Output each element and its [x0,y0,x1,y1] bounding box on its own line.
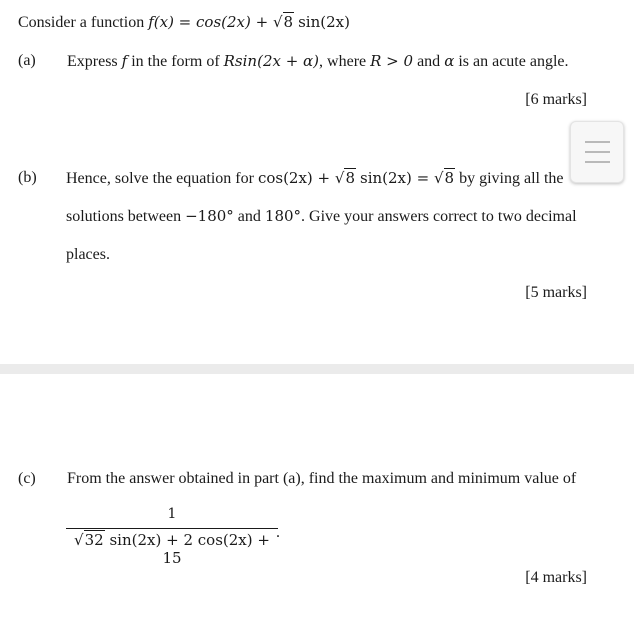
fraction-expression [66,506,278,567]
part-c-question: From the answer obtained in part (a), find the maximum and minimum value of [67,470,577,487]
section-divider [0,364,634,374]
part-a-condition: R > 0 [370,52,414,70]
part-a-text: Express [67,53,118,70]
part-b-text: by giving all the [459,170,564,187]
part-b-line-3: places. [66,246,110,263]
sqrt-8: √8 [433,169,455,187]
part-a-text: in the form of [131,53,220,70]
fraction-numerator: 1 [167,506,177,522]
part-a-text: is an acute angle. [458,53,569,70]
part-b-label: (b) [18,169,37,186]
part-a-question [67,52,569,71]
part-a-f: f [121,52,128,70]
fraction-trailing-period: . [276,524,280,541]
part-b-text: Hence, solve the equation for [66,170,254,187]
intro-line [18,13,350,32]
sqrt-8: √8 [334,169,355,187]
part-b-text: and [237,208,261,225]
range-low: −180° [185,207,234,225]
fraction-denominator: √32 sin(2x) + 2 cos(2x) + 15 [74,531,270,567]
part-b-equation-mid: sin(2x) = [360,169,434,187]
part-b-text: . Give your answers correct to two decimal [301,208,577,225]
part-a-label: (a) [18,52,36,69]
range-high: 180° [264,207,302,225]
hamburger-menu-icon [585,161,610,163]
part-c-label: (c) [18,470,36,487]
part-c-marks: [4 marks] [525,569,587,586]
part-b-marks: [5 marks] [525,284,587,301]
part-a-marks: [6 marks] [525,91,587,108]
function-definition-lhs: f(x) = cos(2x) + [148,13,273,31]
part-b-line-1 [66,169,564,188]
part-a-text: , where [319,53,367,70]
function-definition-rhs: sin(2x) [298,13,350,31]
part-b-text: solutions between [66,208,182,225]
part-a-text: and [417,53,441,70]
fraction-bar [66,528,278,529]
sqrt-8: √8 [272,13,294,31]
sqrt-32: √32 [74,531,104,549]
intro-text: Consider a function [18,14,145,31]
part-a-alpha: α [444,52,455,70]
hamburger-menu-icon [585,151,610,153]
part-b-line-2 [66,207,577,226]
part-a-form: Rsin(2x + α) [223,52,320,70]
hamburger-menu-button[interactable] [570,121,624,183]
part-b-equation-left: cos(2x) + [257,169,335,187]
hamburger-menu-icon [585,141,610,143]
